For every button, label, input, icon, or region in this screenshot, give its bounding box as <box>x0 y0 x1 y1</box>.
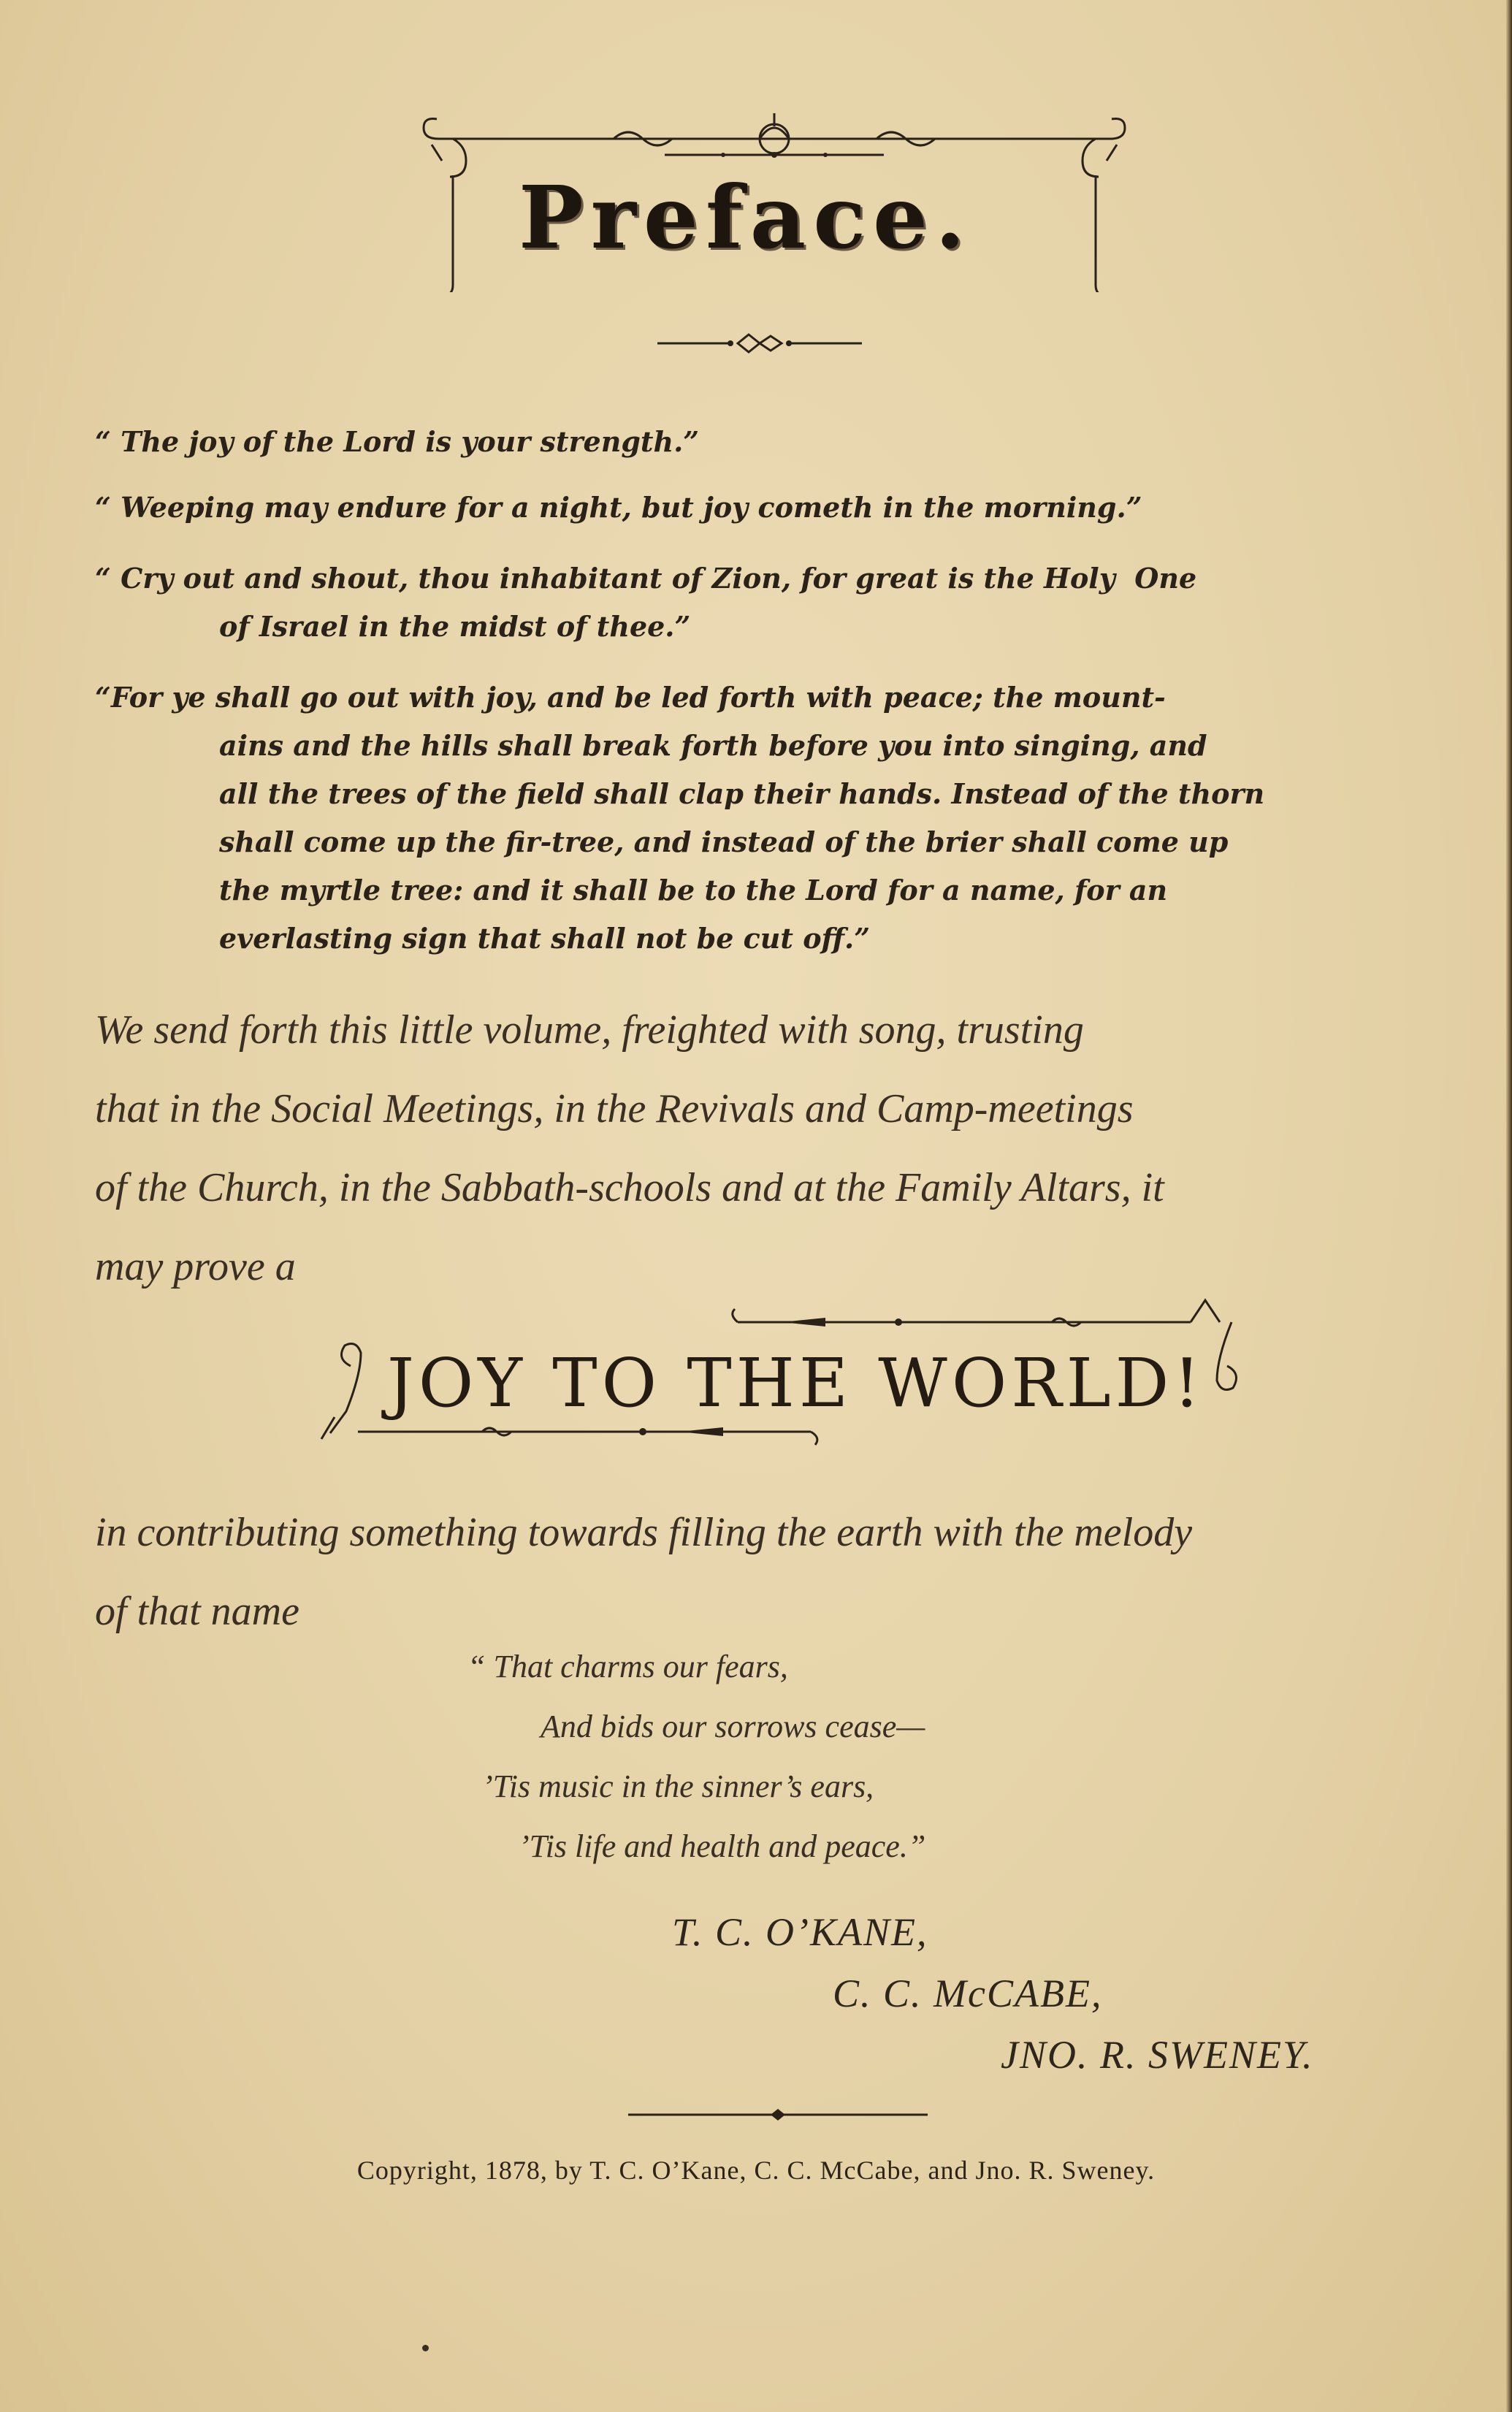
verse-4-line-4: shall come up the fir-tree, and instead of the brier shall come up <box>219 825 1229 858</box>
joy-to-the-world-banner <box>299 1293 1278 1454</box>
verse-3-line-1: “ Cry out and shout, thou inhabitant of Zion, for great is the Holy One <box>95 562 1197 595</box>
verse-4-line-5: the myrtle tree: and it shall be to the Lord for a name, for an <box>219 874 1168 907</box>
prose-after-line-1: in contributing something towards filling the earth with the melody <box>95 1510 1193 1555</box>
verse-4-line-3: all the trees of the field shall clap their hands. Instead of the thorn <box>219 777 1265 810</box>
prose-line-3: of the Church, in the Sabbath-schools and at the Family Altars, it <box>95 1165 1164 1210</box>
prose-line-2: that in the Social Meetings, in the Revivals and Camp-meetings <box>95 1086 1134 1131</box>
flourish-divider-icon <box>657 329 862 358</box>
verse-2: “ Weeping may endure for a night, but joy cometh in the morning.” <box>95 491 1142 524</box>
verse-1: “ The joy of the Lord is your strength.” <box>95 425 700 458</box>
poem-line-2: And bids our sorrows cease— <box>541 1709 925 1744</box>
page-edge <box>1506 0 1512 2412</box>
preface-heading-frame <box>409 110 1139 292</box>
signature-mccabe: C. C. McCABE, <box>833 1972 1103 2015</box>
prose-after-line-2: of that name <box>95 1589 299 1634</box>
preface-title: Preface. <box>519 167 973 268</box>
signature-okane: T. C. O’KANE, <box>672 1910 928 1954</box>
copyright-line: Copyright, 1878, by T. C. O’Kane, C. C. McCabe, and Jno. R. Sweney. <box>356 2156 1156 2185</box>
verse-4-line-6: everlasting sign that shall not be cut off.” <box>219 922 871 955</box>
bottom-rule-icon <box>628 2104 928 2126</box>
poem-line-1: “ That charms our fears, <box>467 1649 788 1684</box>
prose-line-1: We send forth this little volume, freighted with song, trusting <box>95 1007 1084 1053</box>
verse-4-line-2: ains and the hills shall break forth before you into singing, and <box>219 729 1207 762</box>
banner-title: JOY TO THE WORLD! <box>387 1344 1205 1422</box>
verse-4-line-1: “For ye shall go out with joy, and be led forth with peace; the mount- <box>95 681 1166 714</box>
verse-3-line-2: of Israel in the midst of thee.” <box>219 610 691 643</box>
poem-line-3: ’Tis music in the sinner’s ears, <box>482 1768 874 1804</box>
signature-sweney: JNO. R. SWENEY. <box>1001 2033 1314 2077</box>
prose-line-4: may prove a <box>95 1244 296 1289</box>
speck <box>422 2345 429 2351</box>
poem-line-4: ’Tis life and health and peace.” <box>519 1828 926 1864</box>
